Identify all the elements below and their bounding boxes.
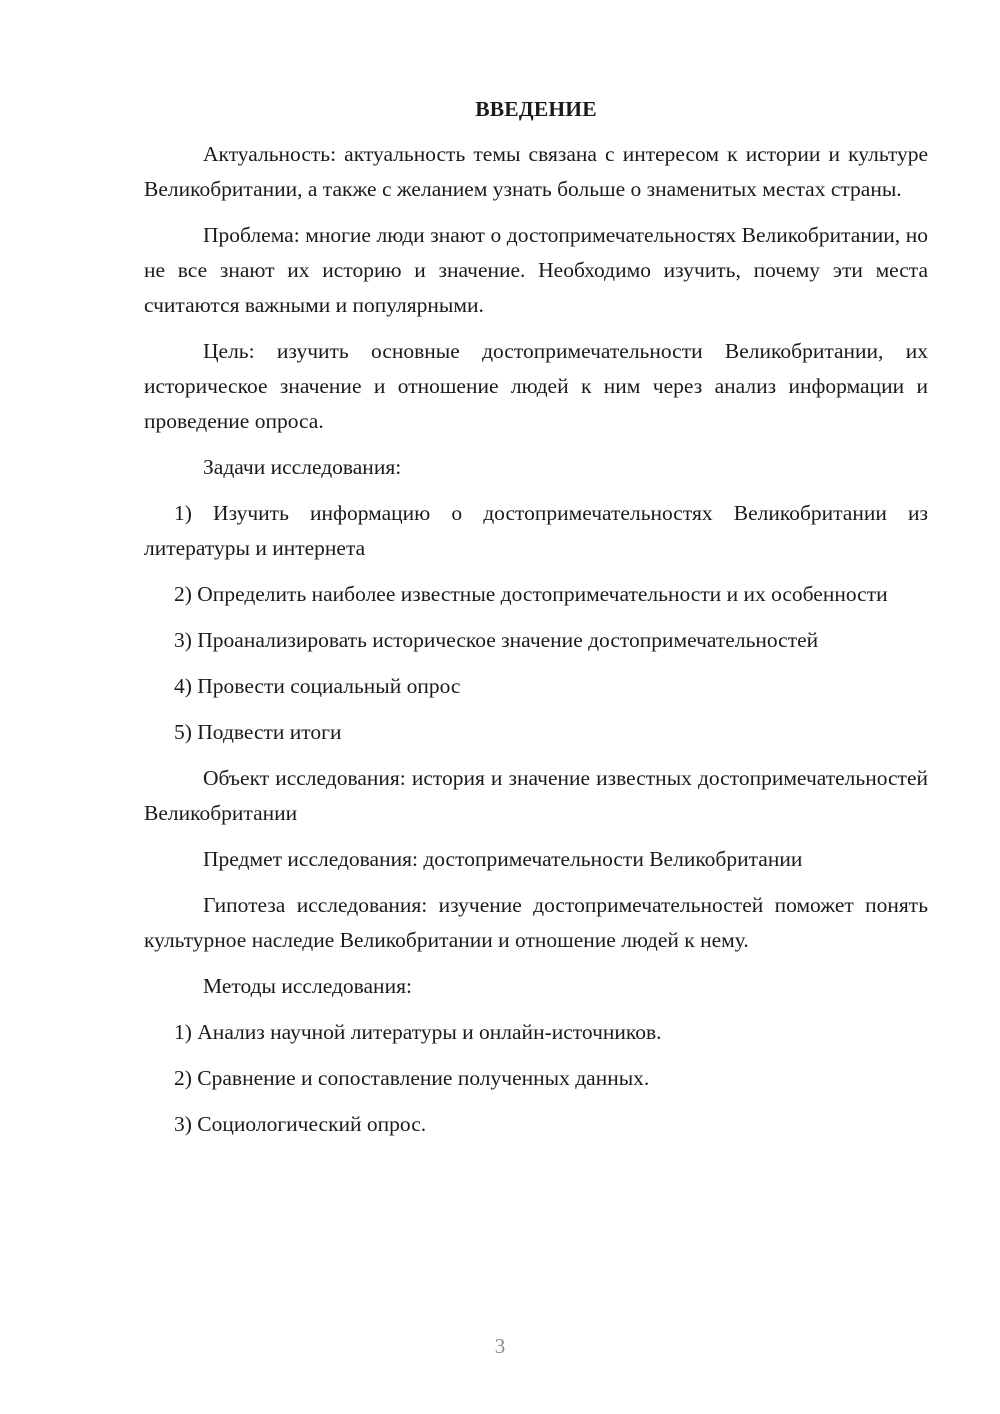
page-number: 3 [494,1334,506,1358]
subject-paragraph: Предмет исследования: достопримечательности Великобритании [203,847,803,871]
task-item: 1) Изучить информацию о достопримечательностях Великобритании из литературы и интернета [144,501,928,560]
method-item: 2) Сравнение и сопоставление полученных данных. [174,1066,650,1090]
document-page [144,92,928,1153]
method-item: 1) Анализ научной литературы и онлайн-источников. [174,1020,662,1044]
task-item: 4) Провести социальный опрос [174,674,461,698]
task-item: 3) Проанализировать историческое значение достопримечательностей [174,628,819,652]
methods-title: Методы исследования: [203,974,412,998]
object-paragraph: Объект исследования: история и значение известных достопримечательностей Великобритании [144,766,928,825]
hypothesis-paragraph: Гипотеза исследования: изучение достопримечательностей поможет понять культурное наследие Великобритании и отношение людей к нему. [144,893,928,952]
page-heading: ВВЕДЕНИЕ [475,97,597,121]
problem-paragraph: Проблема: многие люди знают о достопримечательностях Великобритании, но не все знают их историю и значение. Необходимо изучить, почему эти места считаются важными и популярными. [144,223,928,317]
method-item: 3) Социологический опрос. [174,1112,427,1136]
task-item: 5) Подвести итоги [174,720,342,744]
tasks-title: Задачи исследования: [203,455,402,479]
task-item: 2) Определить наиболее известные достопримечательности и их особенности [174,582,888,606]
goal-paragraph: Цель: изучить основные достопримечательности Великобритании, их историческое значение и отношение людей к ним через анализ информации и проведение опроса. [144,339,928,433]
relevance-paragraph: Актуальность: актуальность темы связана с интересом к истории и культуре Великобритании, а также с желанием узнать больше о знаменитых местах страны. [144,142,928,201]
